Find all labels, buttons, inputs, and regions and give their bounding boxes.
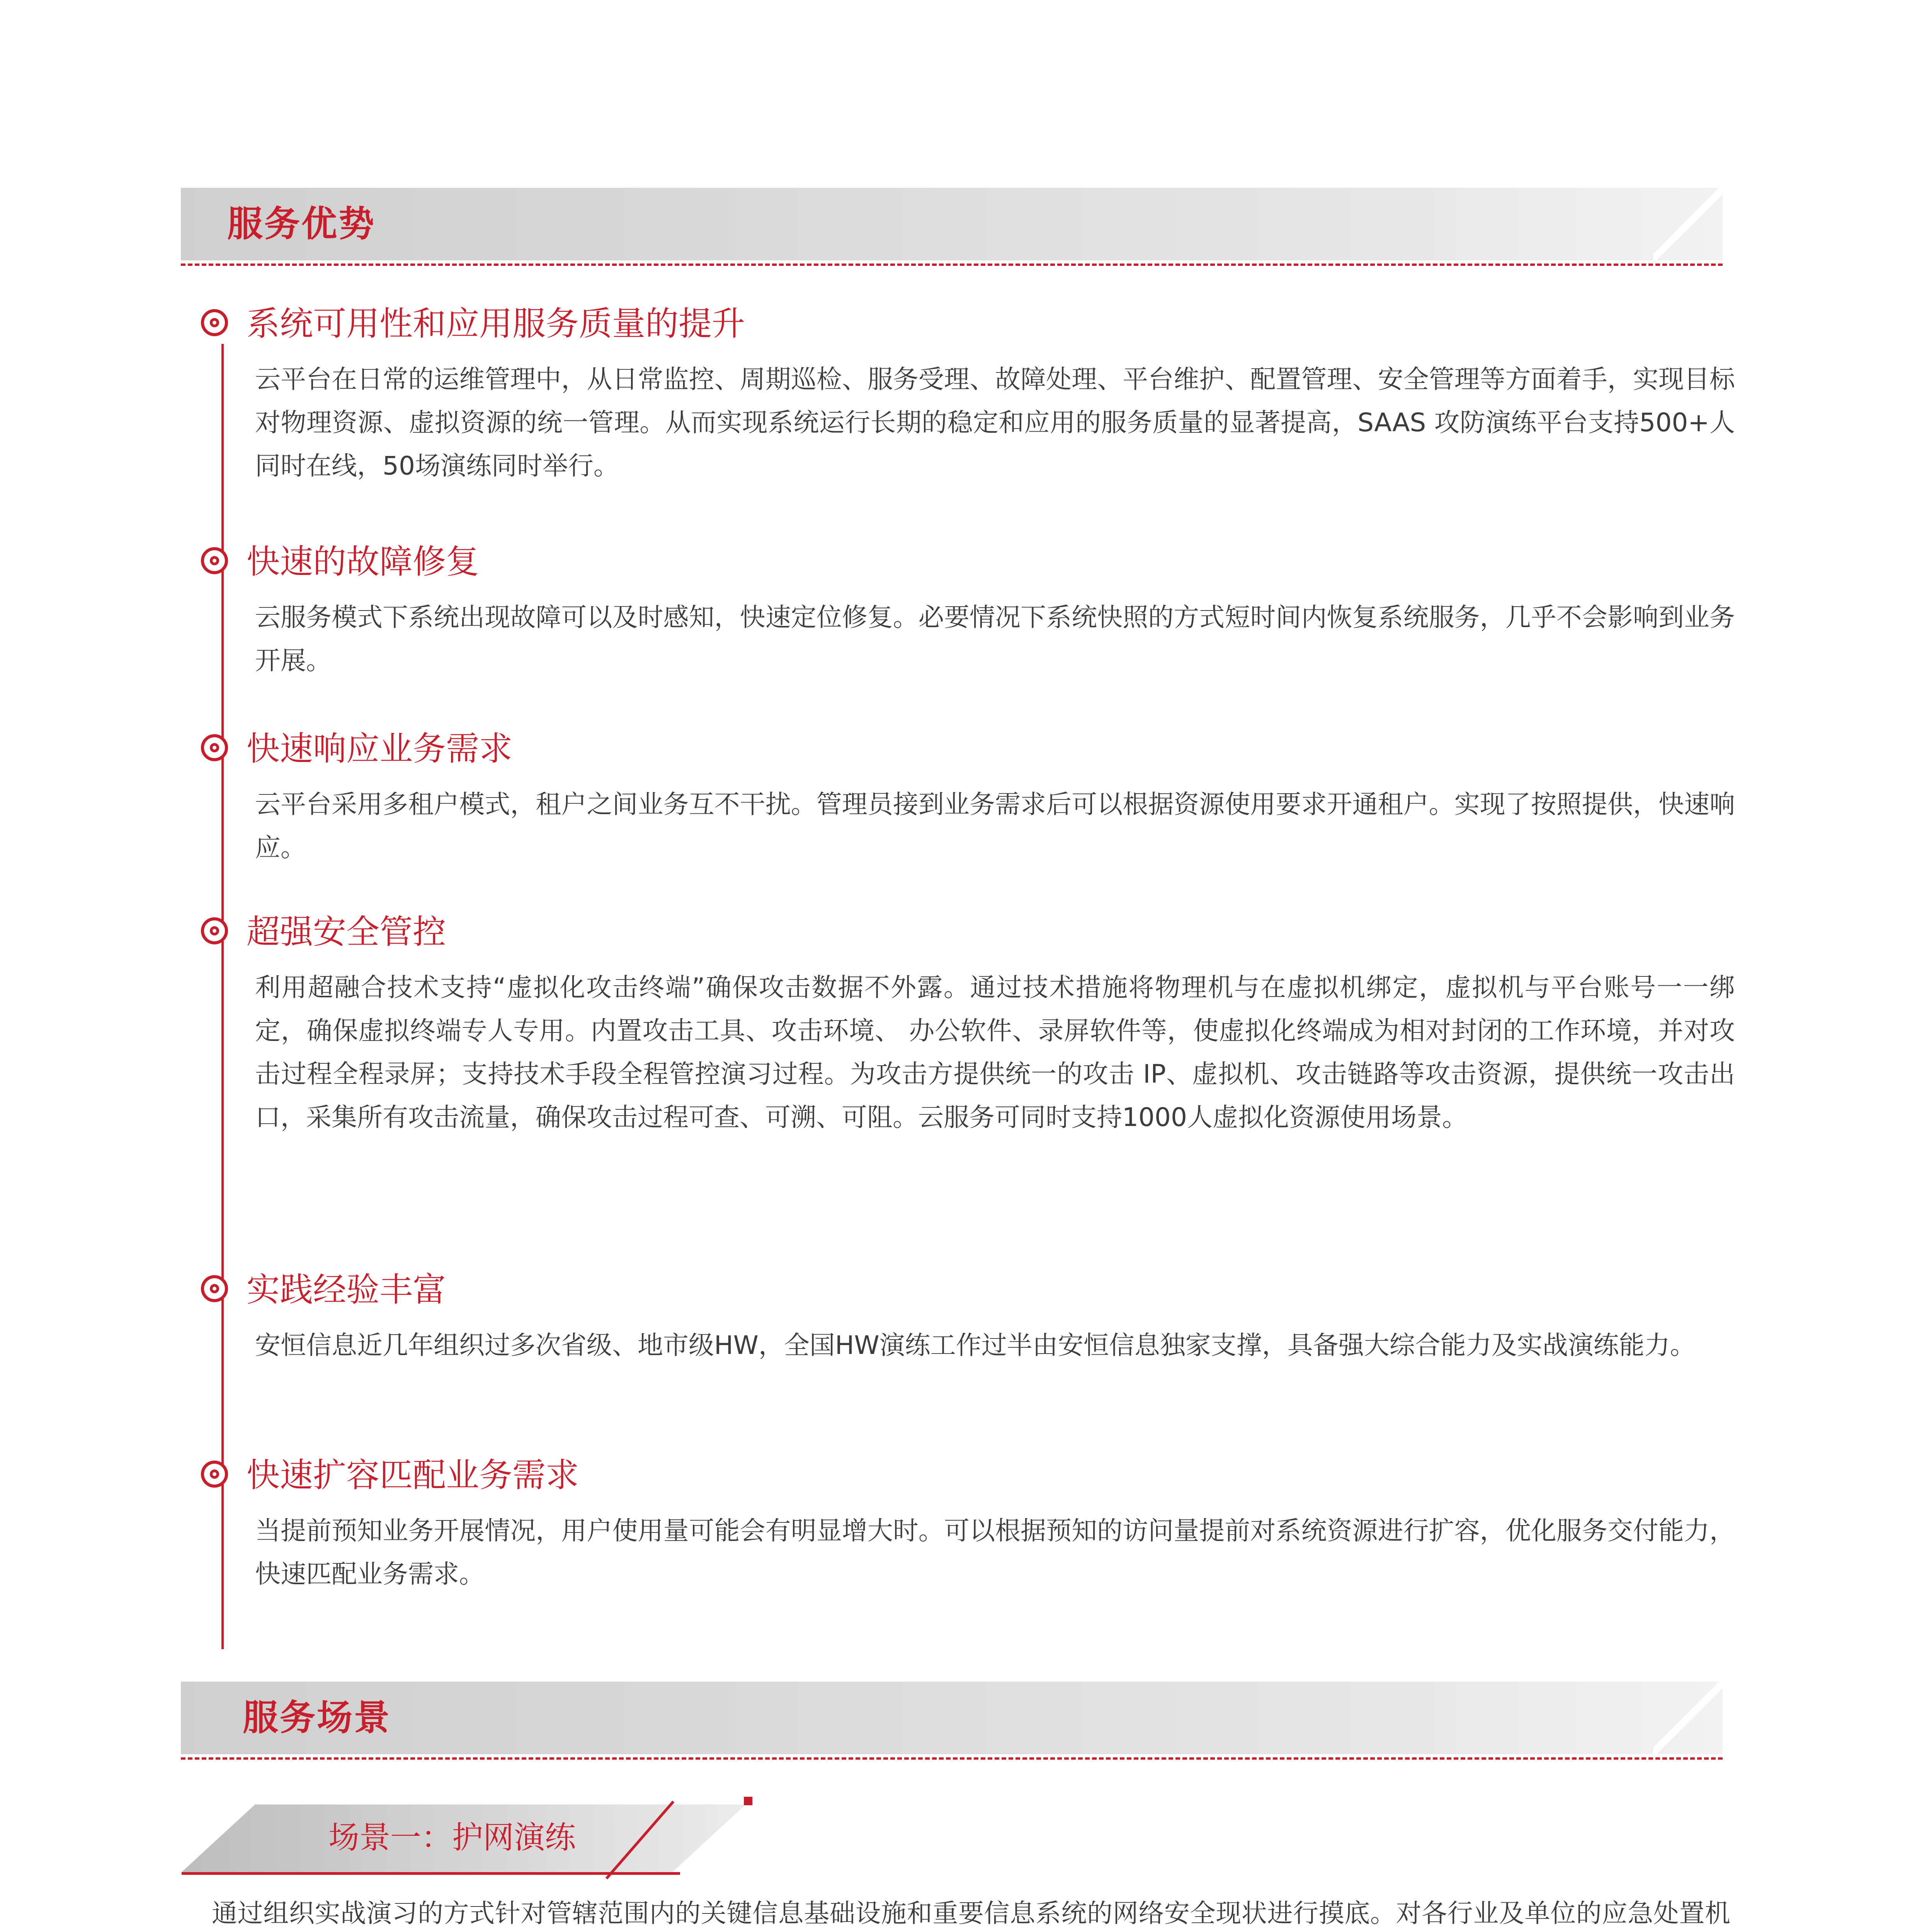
section-title-advantages: 服务优势 — [227, 203, 376, 245]
scenario-body: 通过组织实战演习的方式针对管辖范围内的关键信息基础设施和重要信息系统的网络安全现状进行摸底。对各行业及单位的应急处置机 — [212, 1898, 1730, 1928]
scenario-tag — [182, 1797, 754, 1880]
advantage-body: 当提前预知业务开展情况，用户使用量可能会有明显增大时。可以根据预知的访问量提前对系统资源进行扩容，优化服务交付能力，快速匹配业务需求。 — [255, 1516, 1735, 1589]
banner-bar — [181, 1682, 1723, 1754]
banner-dashed-rule — [181, 264, 1723, 266]
section-title-scenarios: 服务场景 — [243, 1697, 391, 1738]
advantage-title: 系统可用性和应用服务质量的提升 — [247, 304, 745, 343]
tag-underline — [182, 1872, 680, 1875]
advantage-title: 实践经验丰富 — [247, 1270, 446, 1309]
advantage-body: 安恒信息近几年组织过多次省级、地市级HW，全国HW演练工作过半由安恒信息独家支撑，具备强大综合能力及实战演练能力。 — [255, 1330, 1696, 1360]
banner-dashed-rule — [181, 1757, 1723, 1760]
advantage-body: 云平台采用多租户模式，租户之间业务互不干扰。管理员接到业务需求后可以根据资源使用要求开通租户。实现了按照提供，快速响应。 — [255, 789, 1735, 862]
advantages-timeline-line — [221, 344, 224, 1649]
advantages-banner — [181, 188, 1723, 260]
target-bullet-icon — [201, 309, 228, 336]
advantage-body: 云平台在日常的运维管理中，从日常监控、周期巡检、服务受理、故障处理、平台维护、配置管理、安全管理等方面着手，实现目标对物理资源、虚拟资源的统一管理。从而实现系统运行长期的稳定和应用的服务质量的显著提高，SAAS 攻防演练平台支持500+人同时在线，50场演练同时举行。 — [255, 364, 1735, 481]
advantage-title: 超强安全管控 — [247, 913, 446, 951]
advantage-title: 快速的故障修复 — [247, 543, 479, 581]
advantage-title: 快速响应业务需求 — [247, 730, 512, 768]
advantage-title: 快速扩容匹配业务需求 — [247, 1456, 579, 1495]
target-bullet-icon — [201, 734, 228, 761]
scenarios-banner — [181, 1682, 1723, 1754]
advantage-body: 云服务模式下系统出现故障可以及时感知，快速定位修复。必要情况下系统快照的方式短时间内恢复系统服务，几乎不会影响到业务开展。 — [255, 602, 1735, 675]
advantage-body: 利用超融合技术支持“虚拟化攻击终端”确保攻击数据不外露。通过技术措施将物理机与在虚拟机绑定，虚拟机与平台账号一一绑定，确保虚拟终端专人专用。内置攻击工具、攻击环境、 办公软件、录屏软件等，使虚拟化终端成为相对封闭的工作环境，并对攻击过程全程录屏；支持技术手段全程管控演习过程。为攻击方提供统一的攻击 IP、虚拟机、攻击链路等攻击资源，提供统一攻击出口，采集所有攻击流量，确保攻击过程可查、可溯、可阻。云服务可同时支持1000人虚拟化资源使用场景。 — [255, 973, 1735, 1132]
banner-bar — [181, 188, 1723, 260]
tag-corner-square — [744, 1797, 752, 1805]
target-bullet-icon — [201, 547, 228, 574]
scenario-title: 场景一：护网演练 — [328, 1820, 576, 1855]
target-bullet-icon — [201, 1275, 228, 1302]
target-bullet-icon — [201, 917, 228, 944]
target-bullet-icon — [201, 1461, 228, 1488]
